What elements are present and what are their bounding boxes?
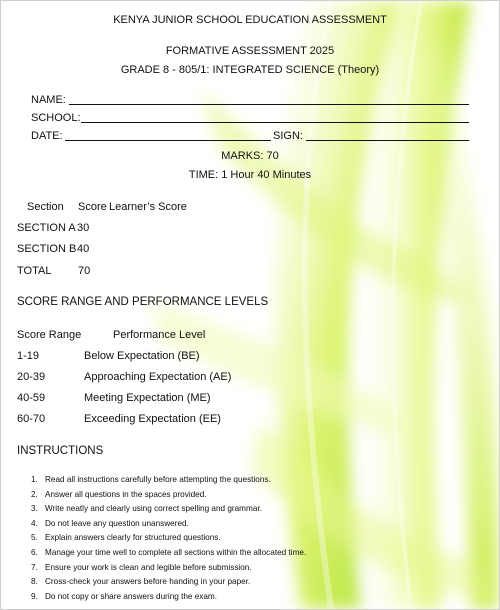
paper-title: GRADE 8 - 805/1: INTEGRATED SCIENCE (Theory) (120, 64, 380, 76)
instruction-item (31, 502, 306, 517)
instruction-text: Do not copy or share answers during the exam. (45, 591, 218, 601)
score-row-section: TOTAL (17, 265, 52, 277)
level-row-label: Meeting Expectation (ME) (84, 392, 211, 404)
score-table-header-section: Section (27, 201, 64, 213)
date-label: DATE: (31, 130, 63, 142)
levels-header-range: Score Range (17, 329, 82, 341)
score-row-section: SECTION A (17, 222, 76, 234)
instruction-item (31, 590, 306, 605)
instruction-number: 9. (31, 591, 38, 601)
name-field[interactable] (69, 104, 469, 105)
instruction-item (31, 546, 306, 561)
instruction-text: Explain answers clearly for structured questions. (45, 533, 221, 543)
time-text: TIME: 1 Hour 40 Minutes (188, 169, 312, 181)
instruction-text: Read all instructions carefully before attempting the questions. (45, 475, 271, 484)
levels-title: SCORE RANGE AND PERFORMANCE LEVELS (17, 296, 269, 308)
level-row-range: 20-39 (17, 371, 46, 383)
date-field[interactable] (65, 140, 271, 141)
levels-header-level: Performance Level (113, 329, 206, 341)
instruction-number: 5. (31, 533, 38, 543)
score-row-section: SECTION B (17, 243, 77, 255)
marks-text: MARKS: 70 (221, 150, 279, 162)
level-row-range: 1-19 (17, 350, 40, 362)
level-row-label: Exceeding Expectation (EE) (84, 413, 221, 425)
instruction-item (31, 473, 306, 488)
level-row-range: 40-59 (17, 392, 46, 404)
level-row-label: Approaching Expectation (AE) (84, 371, 232, 383)
score-table-header-learner-score: Learner’s Score (109, 201, 187, 213)
instruction-text: Answer all questions in the spaces provided. (45, 489, 207, 499)
instructions-title: INSTRUCTIONS (17, 445, 104, 457)
instructions-list (31, 473, 306, 604)
instruction-text: Write neatly and clearly using correct spelling and grammar. (45, 504, 262, 514)
instruction-number: 3. (31, 504, 38, 514)
assessment-title: FORMATIVE ASSESSMENT 2025 (165, 45, 335, 57)
instruction-number: 2. (31, 489, 38, 499)
school-field[interactable] (81, 122, 469, 123)
school-label: SCHOOL: (31, 112, 81, 124)
instruction-number: 4. (31, 518, 38, 528)
sign-field[interactable] (306, 140, 469, 141)
score-row-score: 70 (78, 265, 91, 277)
org-title: KENYA JUNIOR SCHOOL EDUCATION ASSESSMENT (113, 14, 387, 26)
name-label: NAME: (31, 94, 66, 106)
instruction-item (31, 575, 306, 590)
score-table-header-score: Score (78, 201, 107, 213)
instruction-number: 6. (31, 547, 38, 557)
instruction-item (31, 531, 306, 546)
level-row-label: Below Expectation (BE) (84, 350, 200, 362)
instruction-item (31, 517, 306, 532)
instruction-number: 7. (31, 562, 38, 572)
instruction-item (31, 561, 306, 576)
instruction-text: Do not leave any question unanswered. (45, 518, 189, 528)
instruction-text: Cross-check your answers before handing in your paper. (45, 577, 251, 587)
page-content (1, 1, 499, 609)
instruction-number: 1. (31, 475, 38, 484)
score-row-score: 40 (77, 243, 90, 255)
instruction-text: Ensure your work is clean and legible before submission. (45, 562, 252, 572)
instruction-item (31, 488, 306, 503)
score-row-score: 30 (77, 222, 90, 234)
sign-label: SIGN: (273, 130, 303, 142)
instruction-number: 8. (31, 577, 38, 587)
level-row-range: 60-70 (17, 413, 46, 425)
instruction-text: Manage your time well to complete all sections within the allocated time. (45, 547, 307, 557)
